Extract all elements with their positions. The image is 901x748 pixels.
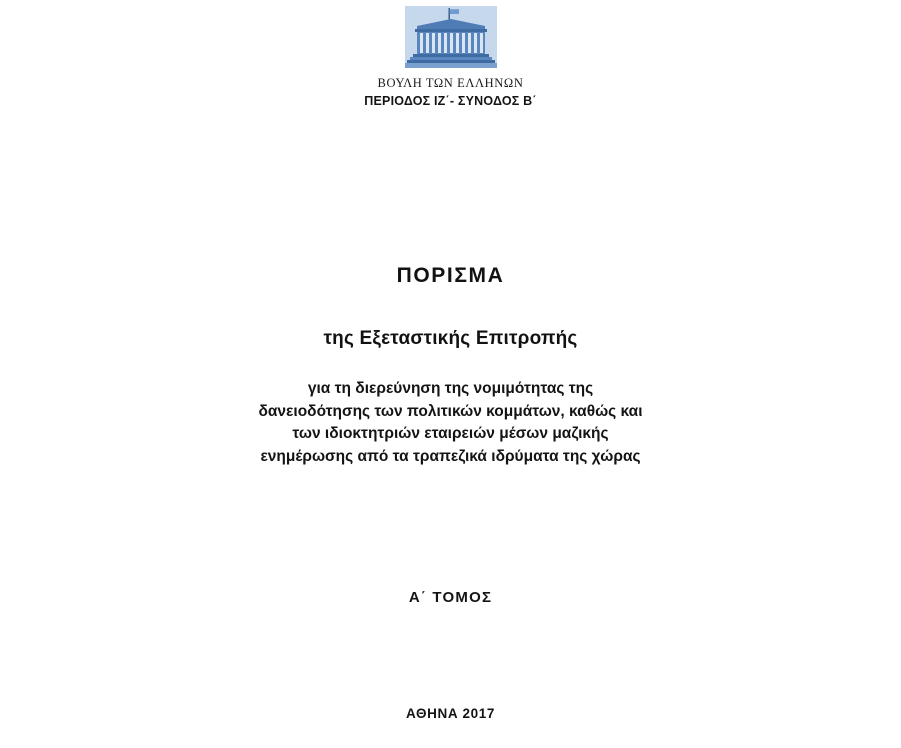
- hellenic-parliament-building-emblem-icon: [399, 4, 503, 72]
- page-subtitle: της Εξεταστικής Επιτροπής: [323, 328, 578, 349]
- emblem-subcaption: ΠΕΡΙΟΔΟΣ ΙΖ΄- ΣΥΝΟΔΟΣ Β΄: [364, 94, 537, 108]
- description-line: για τη διερεύνηση της νομιμότητας της: [307, 380, 594, 397]
- description-line: δανειοδότησης των πολιτικών κομμάτων, καθώς και: [258, 402, 643, 420]
- emblem-block: [0, 4, 901, 108]
- description-line: των ιδιοκτητριών εταιρειών μέσων μαζικής: [292, 425, 609, 442]
- page-title: ΠΟΡΙΣΜΑ: [396, 264, 505, 287]
- page-description: [0, 378, 901, 468]
- volume-label: Α΄ ΤΟΜΟΣ: [408, 589, 493, 606]
- description-line: ενημέρωσης από τα τραπεζικά ιδρύματα της χώρας: [260, 447, 641, 465]
- emblem-caption: ΒΟΥΛΗ ΤΩΝ ΕΛΛΗΝΩΝ: [377, 76, 524, 90]
- footer-place-year: ΑΘΗΝΑ 2017: [406, 706, 495, 721]
